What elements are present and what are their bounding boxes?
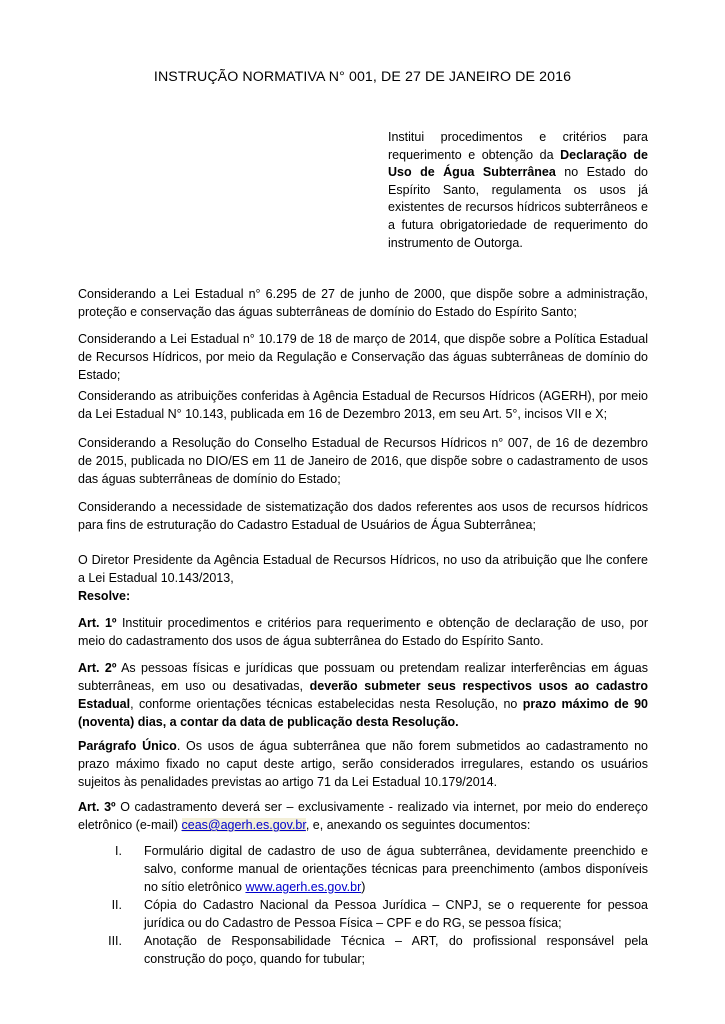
list-item-number: II. xyxy=(111,898,122,912)
article-1-text: Instituir procedimentos e critérios para requerimento e obtenção de declaração de uso, por meio do cadastramento dos usos de água subterrânea do Estado do Espírito Santo. xyxy=(78,616,648,648)
list-item-text: Anotação de Responsabilidade Técnica – ART, do profissional responsável pela construção do poço, quando for tubular; xyxy=(144,934,648,966)
documents-list xyxy=(78,842,648,968)
resolve-heading: Resolve: xyxy=(78,589,131,603)
considerando-paragraph: Considerando as atribuições conferidas à Agência Estadual de Recursos Hídricos (AGERH), por meio da Lei Estadual N° 10.143, publicada em 16 de Dezembro 2013, em seu Art. 5°, incisos VII e X; xyxy=(78,389,648,421)
article-2-bold-1: deverão submeter seus respectivos usos ao cadastro Estadual xyxy=(78,679,649,711)
considerando-paragraph: Considerando a Lei Estadual n° 6.295 de 27 de junho de 2000, que dispõe sobre a administração, proteção e conservação das águas subterrâneas de domínio do Estado do Espírito Santo; xyxy=(78,287,648,319)
website-link[interactable]: www.agerh.es.gov.br xyxy=(245,880,362,894)
list-item xyxy=(78,932,648,968)
list-item-number: III. xyxy=(108,934,122,948)
paragrafo-unico xyxy=(78,737,648,791)
ementa-paragraph xyxy=(388,129,648,252)
article-3-text-2: , e, anexando os seguintes documentos: xyxy=(305,818,531,832)
article-1 xyxy=(78,614,648,650)
article-2-text: As pessoas físicas e jurídicas que possuam ou pretendam realizar interferências em águas subterrâneas, em uso ou desativadas, xyxy=(78,661,648,693)
paragrafo-unico-text: . Os usos de água subterrânea que não forem submetidos ao cadastramento no prazo máximo fixado no caput deste artigo, serão considerados irregulares, estando os usuários sujeitos às penalidades previstas ao artigo 71 da Lei Estadual 10.179/2014. xyxy=(78,739,648,789)
article-3-label: Art. 3º xyxy=(78,800,116,814)
preamble-paragraph xyxy=(78,551,648,605)
article-1-label: Art. 1º xyxy=(78,616,117,630)
document-title: INSTRUÇÃO NORMATIVA N° 001, DE 27 DE JANEIRO DE 2016 xyxy=(153,69,572,85)
list-item xyxy=(78,842,648,896)
preamble-text: O Diretor Presidente da Agência Estadual de Recursos Hídricos, no uso da atribuição que lhe confere a Lei Estadual 10.143/2013, xyxy=(78,553,648,585)
email-link[interactable]: ceas@agerh.es.gov.br xyxy=(181,818,306,832)
considerando-paragraph: Considerando a necessidade de sistematização dos dados referentes aos usos de recursos hídricos para fins de estruturação do Cadastro Estadual de Usuários de Água Subterrânea; xyxy=(78,500,648,532)
list-item-text-after: ) xyxy=(361,880,366,894)
article-2-text-2: , conforme orientações técnicas estabelecidas nesta Resolução, no xyxy=(130,697,523,711)
list-item-text: Cópia do Cadastro Nacional da Pessoa Jurídica – CNPJ, se o requerente for pessoa jurídica ou do Cadastro de Pessoa Física – CPF e do RG, se pessoa física; xyxy=(144,898,648,930)
considerando-paragraph: Considerando a Resolução do Conselho Estadual de Recursos Hídricos n° 007, de 16 de dezembro de 2015, publicada no DIO/ES em 11 de Janeiro de 2016, que dispõe sobre o cadastramento de usos das águas subterrâneas de domínio do Estado; xyxy=(78,436,648,486)
list-item-number: I. xyxy=(115,844,122,858)
list-item xyxy=(78,896,648,932)
article-3 xyxy=(78,798,648,834)
paragrafo-unico-label: Parágrafo Único xyxy=(78,739,177,753)
article-2 xyxy=(78,659,648,731)
ementa-text-post: no Estado do Espírito Santo, regulamenta os usos já existentes de recursos hídricos subterrâneos e a futura obrigatoriedade de requerimento do instrumento de Outorga. xyxy=(388,165,648,250)
considerando-paragraph: Considerando a Lei Estadual n° 10.179 de 18 de março de 2014, que dispõe sobre a Política Estadual de Recursos Hídricos, por meio da Regulação e Conservação das águas subterrâneas de domínio do Estado; xyxy=(78,332,648,382)
ementa-bold-text: Declaração de Uso de Água Subterrânea xyxy=(388,147,648,180)
list-item-text: Formulário digital de cadastro de uso de água subterrânea, devidamente preenchido e salvo, conforme manual de orientações técnicas para preenchimento (ambos disponíveis no sítio eletrônico xyxy=(144,844,648,894)
article-2-bold-2: prazo máximo de 90 (noventa) dias, a contar da data de publicação desta Resolução. xyxy=(78,697,648,729)
article-2-label: Art. 2º xyxy=(78,661,117,675)
ementa-text-pre: Institui procedimentos e critérios para requerimento e obtenção da xyxy=(388,130,648,162)
article-3-text: O cadastramento deverá ser – exclusivamente - realizado via internet, por meio do endereço eletrônico (e-mail) xyxy=(78,800,648,832)
